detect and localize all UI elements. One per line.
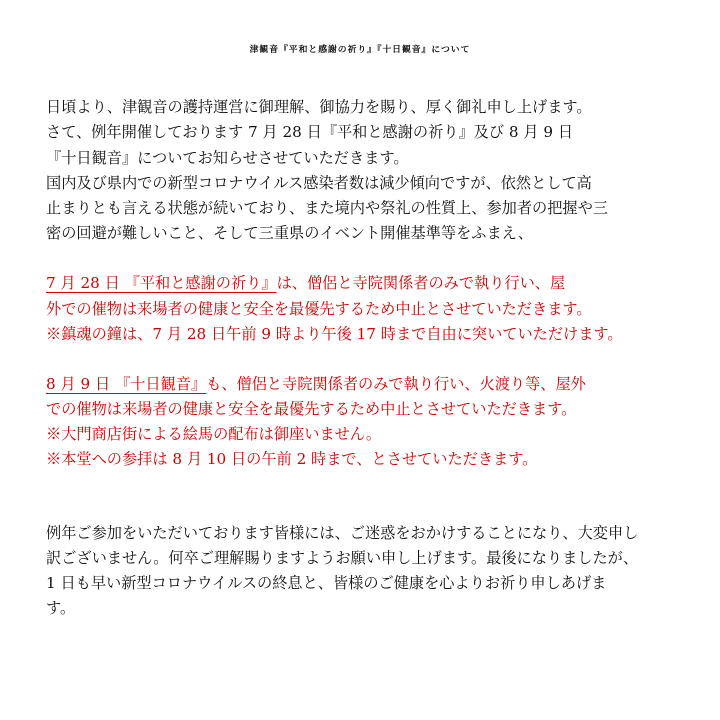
notice-1-heading: 7 月 28 日 『平和と感謝の祈り』 xyxy=(46,274,277,292)
intro-line-4: 国内及び県内での新型コロナウイルス感染者数は減少傾向ですが、依然として高 xyxy=(46,174,592,192)
intro-line-3: 『十日観音』についてお知らせさせていただきます。 xyxy=(46,149,409,167)
notice-2-line-2: での催物は来場者の健康と安全を最優先するため中止とさせていただきます。 xyxy=(46,400,577,418)
intro-line-2: さて、例年開催しております 7 月 28 日『平和と感謝の祈り』及び 8 月 9 日 xyxy=(46,123,574,141)
intro-line-6: 密の回避が難しいこと、そして三重県のイベント開催基準等をふまえ、 xyxy=(46,224,533,242)
closing-line-2: 訳ございません。何卒ご理解賜りますようお願い申し上げます。最後になりましたが、 xyxy=(46,549,639,567)
notice-1-heading-rest: は、僧侶と寺院関係者のみで執り行い、屋 xyxy=(276,274,566,292)
notice-1-line-2: 外での催物は来場者の健康と安全を最優先するため中止とさせていただきます。 xyxy=(46,300,592,318)
closing-line-3: 1 日も早い新型コロナウイルスの終息と、皆様のご健康を心よりお祈り申しあげま xyxy=(46,574,607,592)
notice-2-line-3: ※大門商店街による絵馬の配布は御座いません。 xyxy=(46,425,382,443)
notice-2-line-4: ※本堂への参拝は 8 月 10 日の午前 2 時まで、とさせていただきます。 xyxy=(46,450,538,468)
closing-line-1: 例年ご参加をいただいております皆様には、ご迷惑をおかけすることになり、大変申し xyxy=(46,524,639,542)
notice-1-line-1 xyxy=(46,272,565,294)
intro-line-5: 止まりとも言える状態が続いており、また境内や祭礼の性質上、参加者の把握や三 xyxy=(46,199,608,217)
notice-2-heading: 8 月 9 日 『十日観音』 xyxy=(46,375,207,393)
page-title: 津観音『平和と感謝の祈り』『十日観音』について xyxy=(249,45,471,55)
notice-1-line-3: ※鎮魂の鐘は、7 月 28 日午前 9 時より午後 17 時まで自由に突いていただけます。 xyxy=(46,325,623,343)
intro-line-1: 日頃より、津観音の護持運営に御理解、御協力を賜り、厚く御礼申し上げます。 xyxy=(46,98,592,116)
notice-2-heading-rest: も、僧侶と寺院関係者のみで執り行い、火渡り等、屋外 xyxy=(206,375,586,393)
notice-2-line-1 xyxy=(46,373,586,395)
closing-line-4: す。 xyxy=(46,599,76,617)
